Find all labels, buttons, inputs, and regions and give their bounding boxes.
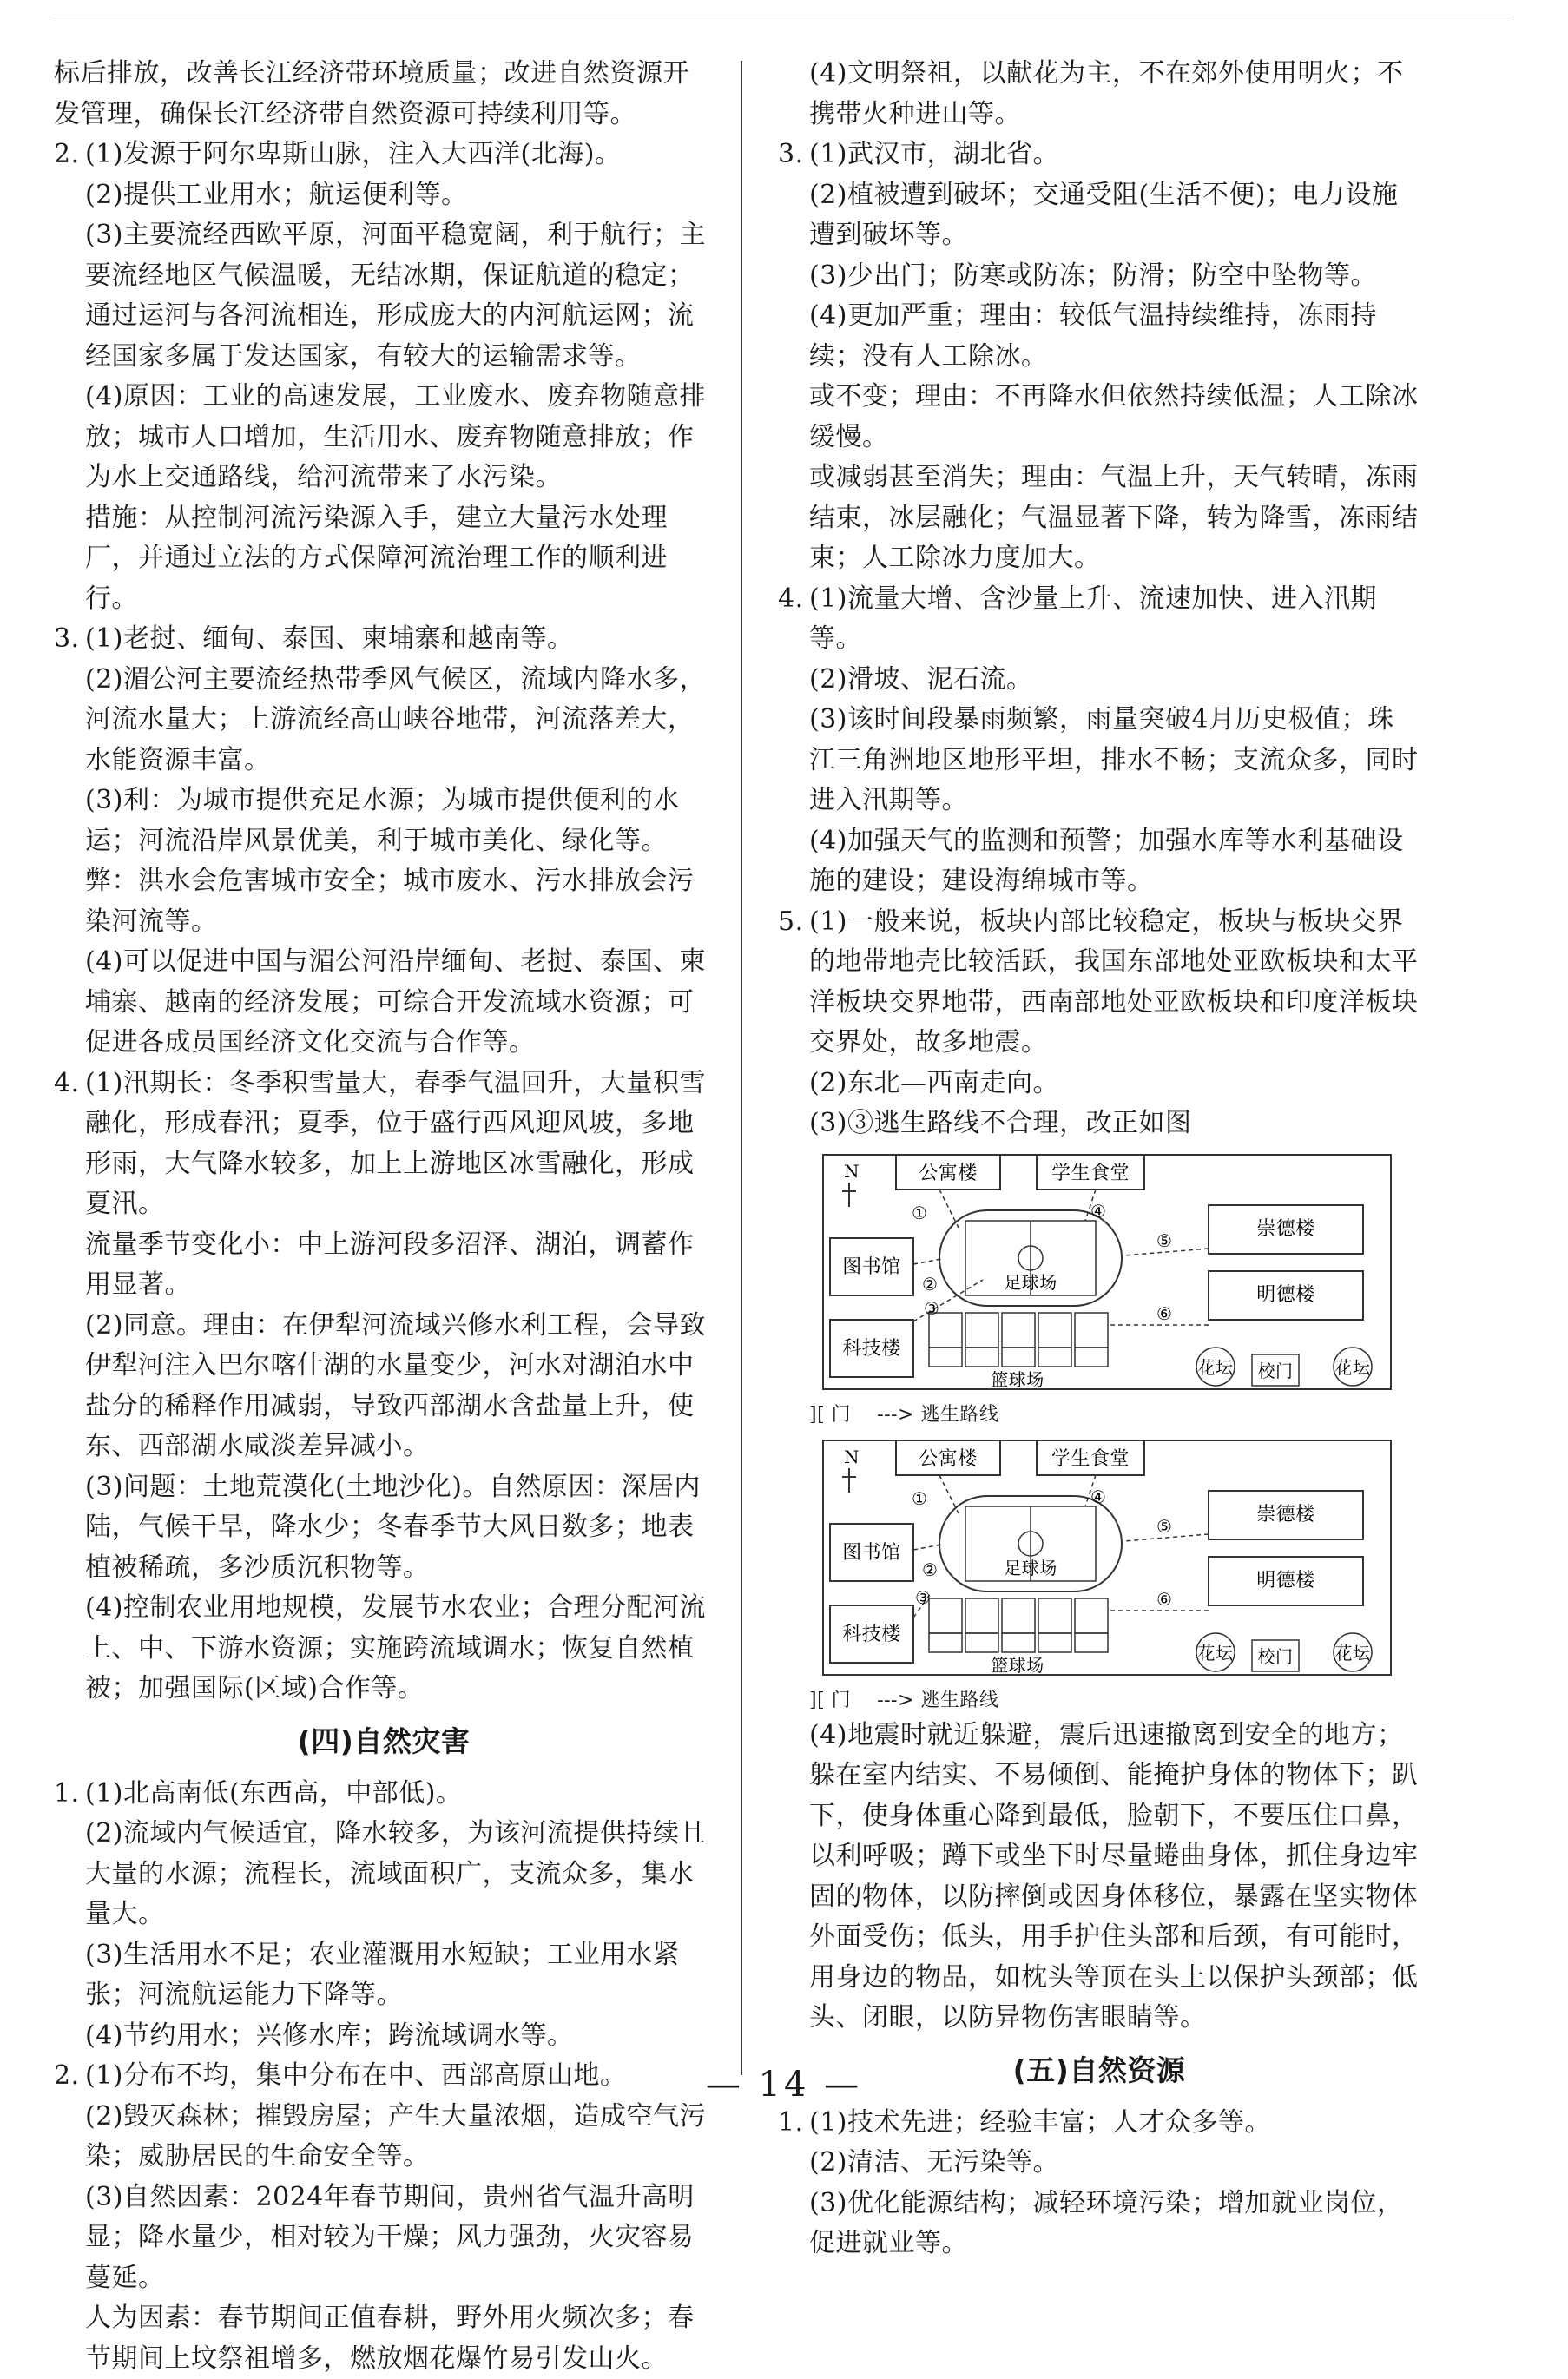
canteen-label: 学生食堂 [1051, 1162, 1130, 1184]
answer-paragraph: 或不变；理由：不再降水但依然持续低温；人工除冰缓慢。 [809, 381, 1419, 452]
campus-map-corrected [809, 1437, 1417, 1684]
flower2-label-2: 花坛 [1334, 1642, 1371, 1664]
section-title: (四)自然灾害 [297, 1723, 471, 1758]
answer-paragraph: 措施：从控制河流污染源入手，建立大量污水处理厂，并通过立法的方式保障河流治理工作的顺利进行。 [85, 502, 668, 614]
answer-text: (1)武汉市，湖北省。 [809, 139, 1059, 169]
question-number: 1. [54, 1777, 80, 1809]
question-number: 5. [778, 906, 804, 937]
route-3-label-2: ③ [915, 1586, 932, 1608]
route-1-label: ① [912, 1202, 928, 1223]
flower1-label: 花坛 [1197, 1356, 1234, 1378]
answer-paragraph: (3)自然因素：2024年春节期间，贵州省气温升高明显；降水量少，相对较为干燥；风力强劲，火灾容易蔓延。 [85, 2181, 695, 2293]
answer-paragraph: 人为因素：春节期间正值春耕，野外用火频次多；春节期间上坟祭祖增多，燃放烟花爆竹易引发山火。 [85, 2303, 695, 2374]
map-svg-1 [809, 1151, 1408, 1399]
campus-map-original [809, 1151, 1417, 1399]
answer-paragraph: (4)地震时就近躲避，震后迅速撤离到安全的地方；躲在室内结实、不易倾倒、能掩护身体的物体下；趴下，使身体重心降到最低，脸朝下，不要压住口鼻，以利呼吸；蹲下或坐下时尽量蜷曲身体，抓住身边牢固的物体，以防摔倒或因身体移位，暴露在坚实物体外面受伤；低头，用手护住头部和后颈，有可能时，用身边的物品，如枕头等顶在头上以保护头颈部；低头、闭眼，以防异物伤害眼睛等。 [809, 1719, 1419, 2033]
answer-text: (1)发源于阿尔卑斯山脉，注入大西洋(北海)。 [85, 139, 622, 169]
route-5-label: ⑤ [1156, 1229, 1173, 1251]
north-label: N [844, 1160, 860, 1182]
answer-paragraph: (3)问题：土地荒漠化(土地沙化)。自然原因：深居内陆，气候干旱，降水少；冬春季节大风日数多；地表植被稀疏，多沙质沉积物等。 [85, 1471, 701, 1583]
legend-door-symbol: ][ [809, 1403, 826, 1426]
gate-label-2: 校门 [1257, 1645, 1294, 1667]
question-number: 2. [54, 139, 80, 169]
answer-paragraph: (2)提供工业用水；航运便利等。 [85, 179, 468, 210]
football-label: 足球场 [1004, 1271, 1057, 1293]
right-top-answers [778, 54, 1420, 1144]
question-line [54, 619, 714, 660]
legend-door-2: 门 [831, 1689, 852, 1711]
apartment-label-2: 公寓楼 [919, 1447, 978, 1470]
answer-paragraph: (4)更加严重；理由：较低气温持续维持，冻雨持续；没有人工除冰。 [809, 300, 1377, 372]
answer-text: (1)老挝、缅甸、泰国、柬埔寨和越南等。 [85, 623, 574, 654]
gate-label: 校门 [1257, 1360, 1294, 1381]
question-number: 4. [54, 1067, 80, 1098]
legend-route-symbol-2: ---> [877, 1689, 914, 1711]
answer-paragraph: (3)③逃生路线不合理，改正如图 [809, 1108, 1192, 1138]
flower1-label-2: 花坛 [1197, 1642, 1234, 1664]
answer-paragraph: (3)利：为城市提供充足水源；为城市提供便利的水运；河流沿岸风景优美，利于城市美化、绿化等。 [85, 785, 680, 856]
route-5-label-2: ⑤ [1156, 1515, 1173, 1537]
question-line [778, 135, 1420, 175]
answer-paragraph: (4)原因：工业的高速发展，工业废水、废弃物随意排放；城市人口增加，生活用水、废弃物随意排放；作为水上交通路线，给河流带来了水污染。 [85, 381, 706, 492]
answer-paragraph: (2)东北—西南走向。 [809, 1067, 1059, 1098]
question-line [778, 2103, 1420, 2144]
question-line [778, 579, 1420, 660]
answer-paragraph: (4)节约用水；兴修水库；跨流域调水等。 [85, 2020, 574, 2051]
answer-paragraph: 弊：洪水会危害城市安全；城市废水、污水排放会污染河流等。 [85, 866, 695, 937]
mingde-label-2: 明德楼 [1256, 1569, 1315, 1591]
legend-door-symbol-2: ][ [809, 1689, 826, 1711]
answer-paragraph: (4)控制农业用地规模，发展节水农业；合理分配河流上、中、下游水资源；实施跨流域调水；恢复自然植被；加强国际(区域)合作等。 [85, 1592, 706, 1704]
answer-paragraph: (2)流域内气候适宜，降水较多，为该河流提供持续且大量的水源；流程长，流域面积广，支流众多，集水量大。 [85, 1818, 706, 1929]
answer-paragraph: 流量季节变化小：中上游河段多沼泽、湖泊，调蓄作用显著。 [85, 1229, 695, 1300]
answer-continuation: 标后排放，改善长江经济带环境质量；改进自然资源开发管理，确保长江经济带自然资源可持续利用等。 [54, 58, 689, 129]
chongde-label-2: 崇德楼 [1256, 1503, 1315, 1526]
answer-paragraph: (3)优化能源结构；减轻环境污染；增加就业岗位，促进就业等。 [809, 2187, 1404, 2258]
map-legend-2 [809, 1686, 1420, 1716]
answer-paragraph: (3)该时间段暴雨频繁，雨量突破4月历史极值；珠江三角洲地区地形平坦，排水不畅；支流众多，同时进入汛期等。 [809, 704, 1419, 815]
canteen-label-2: 学生食堂 [1051, 1447, 1130, 1470]
left-column [54, 54, 714, 2379]
answer-text: (1)分布不均，集中分布在中、西部高原山地。 [85, 2060, 627, 2091]
route-4-label-2: ④ [1090, 1486, 1107, 1507]
question-line [778, 902, 1420, 1064]
tech-label: 科技楼 [842, 1337, 901, 1360]
question-number: 1. [778, 2106, 804, 2138]
tech-label-2: 科技楼 [842, 1623, 901, 1645]
legend-route-2: 逃生路线 [920, 1689, 999, 1711]
route-2-label: ② [922, 1273, 939, 1295]
route-1-label-2: ① [912, 1487, 928, 1509]
route-6-label-2: ⑥ [1156, 1588, 1173, 1610]
legend-door: 门 [831, 1403, 852, 1426]
basketball-label-2: 篮球场 [991, 1654, 1044, 1676]
question-number: 2. [54, 2060, 80, 2091]
basketball-label: 篮球场 [991, 1368, 1044, 1390]
answer-text: (1)汛期长：冬季积雪量大，春季气温回升，大量积雪融化，形成春汛；夏季，位于盛行西风迎风坡，多地形雨，大气降水较多，加上上游地区冰雪融化，形成夏汛。 [85, 1067, 706, 1219]
chongde-label: 崇德楼 [1256, 1217, 1315, 1240]
answer-text: (1)技术先进；经验丰富；人才众多等。 [809, 2106, 1271, 2138]
answer-paragraph: (3)少出门；防寒或防冻；防滑；防空中坠物等。 [809, 260, 1377, 291]
flower2-label: 花坛 [1334, 1356, 1371, 1378]
answer-paragraph: (2)湄公河主要流经热带季风气候区，流域内降水多，河流水量大；上游流经高山峡谷地带，河流落差大，水能资源丰富。 [85, 663, 706, 775]
question-line [54, 1774, 714, 1815]
answer-paragraph: (2)滑坡、泥石流。 [809, 663, 1033, 695]
right-column [778, 54, 1420, 2264]
route-2-label-2: ② [922, 1559, 939, 1580]
apartment-label: 公寓楼 [919, 1162, 978, 1184]
right-bottom-answers [778, 1716, 1420, 2264]
football-label-2: 足球场 [1004, 1557, 1057, 1578]
route-4-label: ④ [1090, 1200, 1107, 1222]
legend-route-symbol: ---> [877, 1403, 914, 1426]
answer-text: (1)流量大增、含沙量上升、流速加快、进入汛期等。 [809, 583, 1377, 654]
route-3-label: ③ [924, 1297, 940, 1319]
library-label: 图书馆 [842, 1255, 901, 1278]
answer-text: (1)一般来说，板块内部比较稳定，板块与板块交界的地带地壳比较活跃，我国东部地处亚欧板块和太平洋板块交界地带，西南部地处亚欧板块和印度洋板块交界处，故多地震。 [809, 906, 1419, 1058]
answer-paragraph: 或减弱甚至消失；理由：气温上升，天气转晴，冻雨结束，冰层融化；气温显著下降，转为降雪，冻雨结束；人工除冰力度加大。 [809, 462, 1419, 573]
answer-paragraph: (4)可以促进中国与湄公河沿岸缅甸、老挝、泰国、柬埔寨、越南的经济发展；可综合开发流域水资源；可促进各成员国经济文化交流与合作等。 [85, 946, 706, 1058]
answer-paragraph: (4)加强天气的监测和预警；加强水库等水利基础设施的建设；建设海绵城市等。 [809, 825, 1404, 896]
answer-text: (1)北高南低(东西高，中部低)。 [85, 1777, 463, 1809]
north-label-2: N [844, 1446, 860, 1467]
question-line [54, 135, 714, 175]
answer-paragraph: (4)文明祭祖，以献花为主，不在郊外使用明火；不携带火种进山等。 [809, 58, 1404, 129]
answer-paragraph: (3)生活用水不足；农业灌溉用水短缺；工业用水紧张；河流航运能力下降等。 [85, 1939, 680, 2010]
library-label-2: 图书馆 [842, 1541, 901, 1564]
map-svg-2 [809, 1437, 1408, 1684]
answer-paragraph: (3)主要流经西欧平原，河面平稳宽阔，利于航行；主要流经地区气候温暖，无结冰期，保证航道的稳定；通过运河与各河流相连，形成庞大的内河航运网；流经国家多属于发达国家，有较大的运输需求等。 [85, 220, 706, 372]
question-number: 4. [778, 583, 804, 614]
answer-paragraph: (2)植被遭到破坏；交通受阻(生活不便)；电力设施遭到破坏等。 [809, 179, 1399, 250]
answer-paragraph: (2)毁灭森林；摧毁房屋；产生大量浓烟，造成空气污染；威胁居民的生命安全等。 [85, 2100, 706, 2171]
legend-route: 逃生路线 [920, 1403, 999, 1426]
section-title: (五)自然资源 [1012, 2053, 1186, 2087]
question-number: 3. [54, 623, 80, 654]
answer-paragraph: (2)清洁、无污染等。 [809, 2147, 1059, 2178]
column-divider [741, 61, 742, 2075]
question-line [54, 1064, 714, 1225]
answer-paragraph: (2)同意。理由：在伊犁河流域兴修水利工程，会导致伊犁河注入巴尔喀什湖的水量变少，河水对湖泊水中盐分的稀释作用减弱，导致西部湖水含盐量上升，使东、西部湖水咸淡差异减小。 [85, 1309, 706, 1461]
route-6-label: ⑥ [1156, 1302, 1173, 1324]
page-number: — 14 — [705, 2065, 863, 2105]
question-number: 3. [778, 139, 804, 169]
mingde-label: 明德楼 [1256, 1283, 1315, 1306]
map-legend-1 [809, 1400, 1420, 1430]
